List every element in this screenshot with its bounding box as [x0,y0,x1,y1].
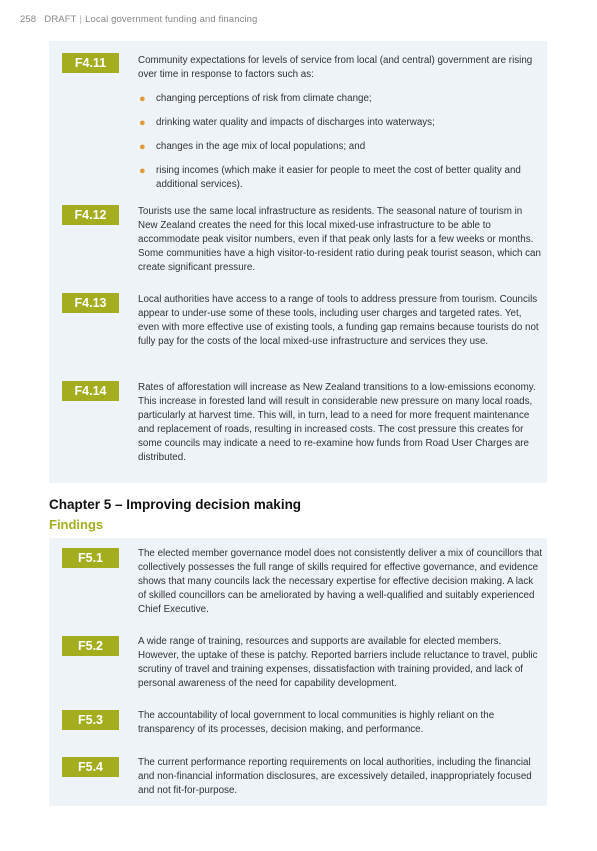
bullet-text: changing perceptions of risk from climate change; [156,93,372,104]
page-header: 258 DRAFT | Local government funding and financing [20,14,258,25]
finding-paragraph: Tourists use the same local infrastructure as residents. The seasonal nature of tourism in New Zealand creates the need for this local mixed-use infrastructure to be able to accommodate peak visitor numbers, even if that peak only lasts for a few weeks or months. Some communities have a high visitor-to-resident ratio during peak tourist season, which can create significant pressure. [138,206,541,273]
finding-badge: F4.14 [62,381,119,401]
finding-text [138,709,543,737]
bullet-text: drinking water quality and impacts of discharges into waterways; [156,117,435,128]
bullet-text: rising incomes (which make it easier for people to meet the cost of better quality and additional services). [156,165,521,190]
finding-text [138,635,543,691]
list-item [138,164,543,192]
finding-badge: F4.13 [62,293,119,313]
chapter-title: Chapter 5 – Improving decision making [49,497,302,512]
finding-badge: F4.11 [62,53,119,73]
finding-text [138,547,543,617]
finding-paragraph: The elected member governance model does not consistently deliver a mix of councillors that collectively possesses the full range of skills required for effective governance, and evidence shows that many councils lack the necessary expertise for effective decision making. A lack of skilled councillors can be ameliorated by having a well-qualified and suitably experienced Chief Executive. [138,548,543,615]
finding-text [138,756,543,798]
finding-bullet-list [138,92,543,192]
list-item [138,116,543,130]
finding-paragraph: Local authorities have access to a range of tools to address pressure from tourism. Councils appear to under-use some of these tools, including user charges and targeted rates. Yet, even with more effective use of existing tools, a funding gap remains because tourists do not fully pay for the costs of the local mixed-use infrastructure and services they use. [138,294,539,347]
doc-title: Local government funding and financing [85,14,258,25]
finding-badge: F5.1 [62,548,119,568]
finding-paragraph: Rates of afforestation will increase as New Zealand transitions to a low-emissions economy. This increase in forested land will result in considerable new pressure on many local roads, particularly at harvest time. This will, in turn, lead to a need for more frequent maintenance and replacement of roads, resulting in increased costs. The cost pressure this creates for some councils may indicate a need to re-examine how funds from Road User Charges are distributed. [138,382,536,463]
finding-paragraph: The current performance reporting requirements on local authorities, including the financial and non-financial information disclosures, are excessively detailed, inappropriately focused and not fit-for-purpose. [138,757,532,796]
list-item [138,140,543,154]
finding-text [138,205,543,275]
findings-heading: Findings [49,517,104,532]
finding-badge: F5.3 [62,710,119,730]
bullet-icon: ● [139,117,146,129]
page-number: 258 [20,14,37,25]
list-item [138,92,543,106]
chapter4-findings-panel [49,41,547,483]
doc-label: DRAFT [44,14,77,25]
finding-text [138,54,543,192]
finding-badge: F5.2 [62,636,119,656]
finding-text [138,381,543,465]
finding-badge: F5.4 [62,757,119,777]
finding-paragraph: The accountability of local government to local communities is highly reliant on the transparency of its processes, decision making, and performance. [138,710,495,735]
bullet-icon: ● [139,165,146,177]
chapter5-findings-panel [49,538,547,806]
bullet-icon: ● [139,141,146,153]
bullet-icon: ● [139,93,146,105]
finding-paragraph: A wide range of training, resources and supports are available for elected members. However, the uptake of these is patchy. Reported barriers include reluctance to travel, public scrutiny of travel and training expenses, dissatisfaction with training provided, and lack of personal awareness of the need for capability development. [138,636,538,689]
finding-text [138,293,543,349]
finding-badge: F4.12 [62,205,119,225]
finding-intro: Community expectations for levels of service from local (and central) government are rising over time in response to factors such as: [138,55,533,80]
bullet-text: changes in the age mix of local populations; and [156,141,366,152]
